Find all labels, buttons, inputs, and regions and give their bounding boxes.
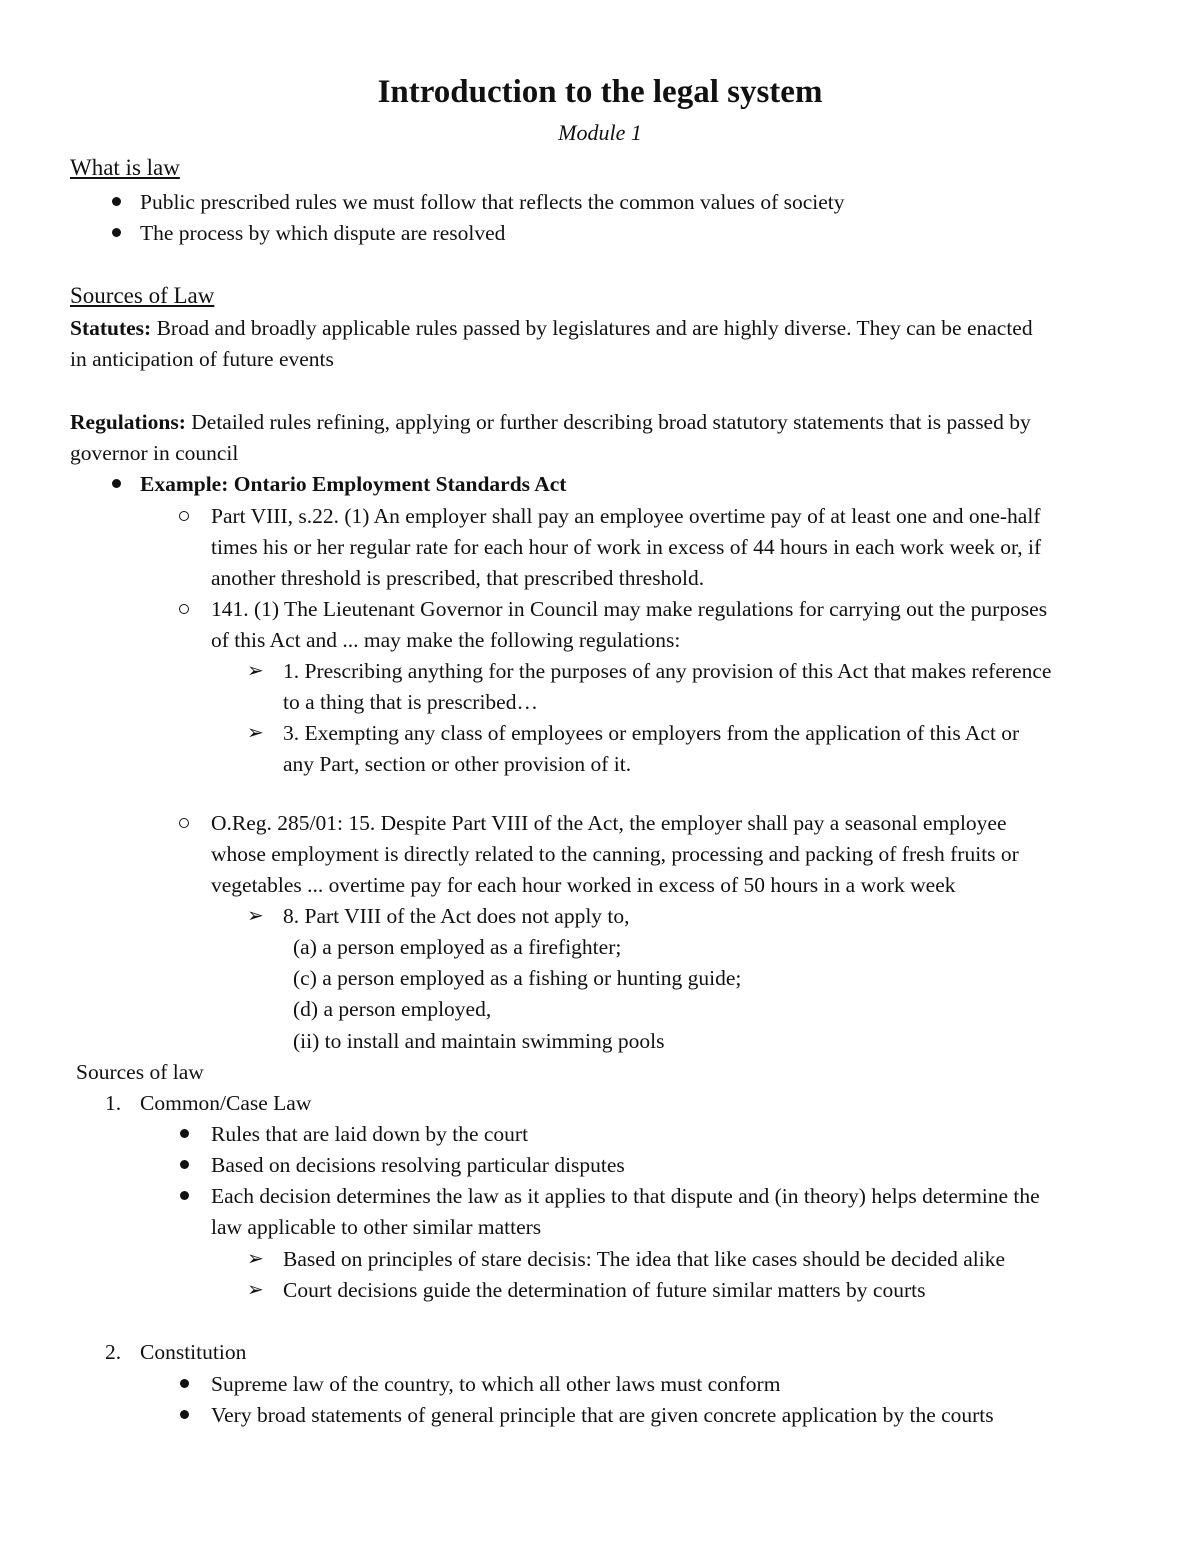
list-item: Rules that are laid down by the court [211, 1122, 529, 1146]
section-heading-what-is-law: What is law [70, 155, 180, 180]
list-item: 3. Exempting any class of employees or employers from the application of this Act or [283, 721, 1020, 745]
list-item: 141. (1) The Lieutenant Governor in Council may make regulations for carrying out the purposes [211, 597, 1048, 621]
example-heading: Example: Ontario Employment Standards Act [140, 472, 567, 496]
arrow-bullet-icon: ➢ [247, 722, 264, 744]
list-item: Based on decisions resolving particular disputes [211, 1153, 625, 1177]
regulations-label: Regulations: [70, 410, 186, 434]
section-heading-sources-of-law: Sources of Law [70, 283, 215, 308]
bullet-dot-icon [180, 1379, 189, 1388]
arrow-bullet-icon: ➢ [247, 1248, 264, 1270]
list-item: (c) a person employed as a fishing or hunting guide; [293, 966, 742, 990]
bullet-dot-icon [180, 1160, 189, 1169]
statutes-paragraph-line [70, 314, 1033, 342]
statutes-label: Statutes: [70, 316, 152, 340]
statutes-text: Broad and broadly applicable rules passed by legislatures and are highly diverse. They can be enacted [151, 316, 1033, 340]
list-item: to a thing that is prescribed… [283, 690, 538, 714]
list-item: O.Reg. 285/01: 15. Despite Part VIII of the Act, the employer shall pay a seasonal employee [211, 811, 1007, 835]
list-item: Public prescribed rules we must follow that reflects the common values of society [140, 190, 845, 214]
bullet-dot-icon [112, 197, 121, 206]
bullet-circle-icon [179, 818, 189, 828]
list-item: any Part, section or other provision of it. [283, 752, 632, 776]
document-title: Introduction to the legal system [377, 74, 823, 110]
bullet-dot-icon [112, 228, 121, 237]
bullet-circle-icon [179, 604, 189, 614]
statutes-text: in anticipation of future events [70, 347, 334, 371]
list-item: (d) a person employed, [293, 997, 492, 1021]
list-item: Common/Case Law [140, 1091, 312, 1115]
list-item: whose employment is directly related to the canning, processing and packing of fresh fruits or [211, 842, 1019, 866]
arrow-bullet-icon: ➢ [247, 660, 264, 682]
bullet-dot-icon [112, 479, 121, 488]
list-item: times his or her regular rate for each hour of work in excess of 44 hours in each work week or, if [211, 535, 1042, 559]
list-item: Based on principles of stare decisis: The idea that like cases should be decided alike [283, 1247, 1006, 1271]
document-subtitle: Module 1 [558, 120, 642, 145]
bullet-circle-icon [179, 511, 189, 521]
list-item: Part VIII, s.22. (1) An employer shall pay an employee overtime pay of at least one and one-half [211, 504, 1041, 528]
section-heading-sources-of-law-list: Sources of law [76, 1060, 204, 1084]
list-item: of this Act and ... may make the following regulations: [211, 628, 681, 652]
list-item: Court decisions guide the determination of future similar matters by courts [283, 1278, 926, 1302]
list-item: Constitution [140, 1340, 247, 1364]
list-item: Very broad statements of general principle that are given concrete application by the courts [211, 1403, 994, 1427]
bullet-dot-icon [180, 1129, 189, 1138]
list-item: Supreme law of the country, to which all other laws must conform [211, 1372, 781, 1396]
list-number: 2. [105, 1340, 122, 1364]
bullet-dot-icon [180, 1191, 189, 1200]
bullet-dot-icon [180, 1410, 189, 1419]
regulations-text: governor in council [70, 441, 239, 465]
list-item: The process by which dispute are resolved [140, 221, 506, 245]
regulations-text: Detailed rules refining, applying or further describing broad statutory statements that is passed by [185, 410, 1031, 434]
list-item: 8. Part VIII of the Act does not apply to, [283, 904, 630, 928]
arrow-bullet-icon: ➢ [247, 905, 264, 927]
list-item: law applicable to other similar matters [211, 1215, 542, 1239]
list-item: Each decision determines the law as it applies to that dispute and (in theory) helps determine the [211, 1184, 1040, 1208]
list-number: 1. [105, 1091, 122, 1115]
list-item: another threshold is prescribed, that prescribed threshold. [211, 566, 705, 590]
list-item: 1. Prescribing anything for the purposes of any provision of this Act that makes reference [283, 659, 1052, 683]
list-item: vegetables ... overtime pay for each hour worked in excess of 50 hours in a work week [211, 873, 956, 897]
regulations-paragraph-line [70, 408, 1031, 436]
list-item: (a) a person employed as a firefighter; [293, 935, 622, 959]
arrow-bullet-icon: ➢ [247, 1279, 264, 1301]
list-item: (ii) to install and maintain swimming pools [293, 1029, 665, 1053]
